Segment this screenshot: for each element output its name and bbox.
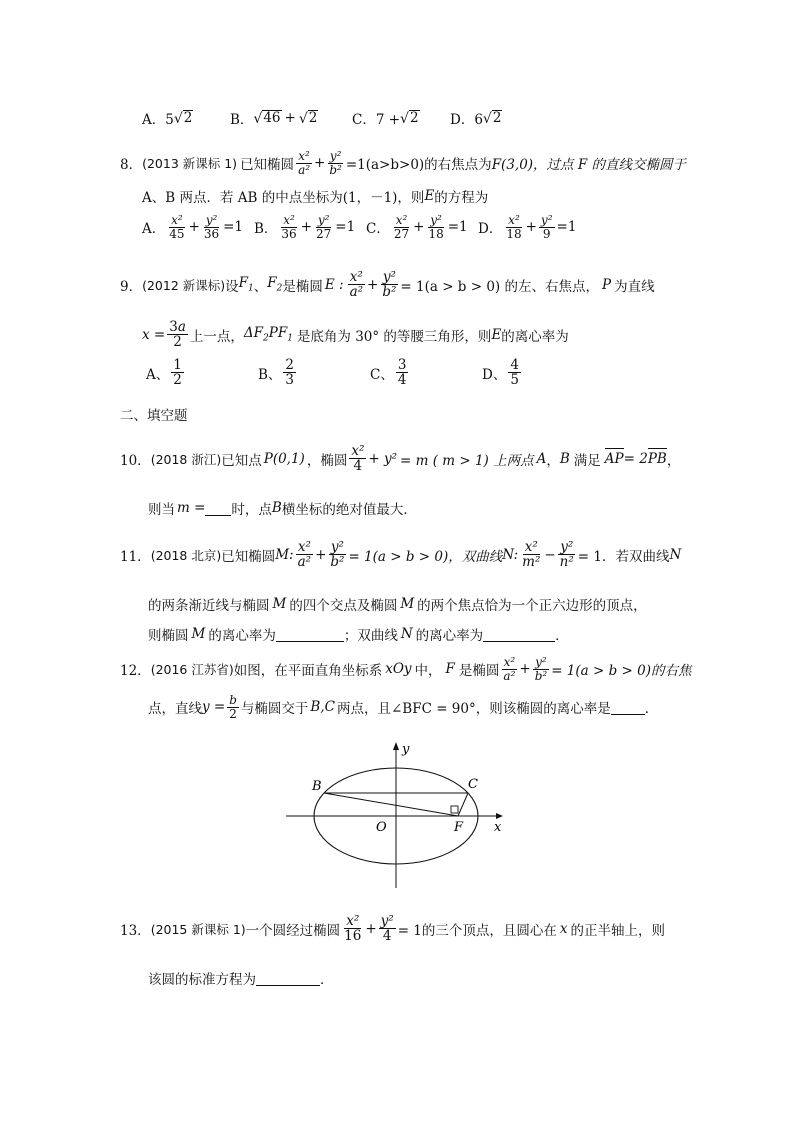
q9-line2: [142, 320, 569, 349]
q9-option: [258, 358, 370, 387]
denominator: 45: [169, 226, 185, 241]
m-symbol: M: [272, 596, 287, 612]
q11-text-line3b: 的离心率为: [208, 628, 276, 644]
denominator: 3: [285, 372, 295, 389]
numerator: 4: [510, 357, 519, 373]
q11-text2: = 1(a > b > 0)，双曲线: [348, 548, 503, 565]
q9-option: [146, 358, 258, 387]
vector-pb: PB: [647, 450, 667, 467]
option-label: A、: [146, 366, 170, 383]
question-source: (2018 浙江): [150, 451, 222, 467]
question-source: (2012 新课标): [142, 277, 226, 293]
equals-one: =1: [447, 219, 468, 236]
vector-eq: = 2: [623, 450, 648, 467]
option-label: B．: [254, 221, 278, 238]
label-y: y: [402, 742, 410, 757]
q10-line1: [120, 444, 680, 473]
q11-line2: [148, 594, 647, 614]
q8-option: A． $\frac{\text{x²}}{45}$ + $\frac{\text{y²}}{36}$ =1: [142, 213, 244, 241]
equals-one: =1: [223, 219, 244, 236]
q11-text-line3c: ；双曲线: [343, 628, 398, 644]
q9-text-line2c: 的离心率为: [501, 328, 569, 345]
p-symbol: P: [602, 276, 612, 293]
numerator: y²: [540, 213, 553, 227]
q7-c-radicand: 2: [409, 110, 419, 127]
q9-text-line2b: 是底角为 30° 的等腰三角形，则: [296, 328, 492, 345]
q7-option-b: [230, 108, 352, 128]
fraction: [504, 214, 523, 240]
q8-option: C． $\frac{\text{x²}}{27}$ + $\frac{\text{y²}}{18}$ =1: [366, 213, 468, 241]
sqrt-symbol: √ 2: [298, 110, 318, 127]
q13-text2: = 1的三个顶点，且圆心在: [397, 922, 557, 939]
q11-line1: 11． (2018 北京) 已知椭圆 M: $\frac{\text{x²}}{\text{a²}}$ + $\frac{\text{y²}}{\text{b²}}$ = 1(a > b > 0)，双曲线 N: $\frac{\text{x²}}{\text{m²}}$ − $\frac{\text{y²}}{\text{n²}}$ = 1．若双曲线 N: [120, 539, 682, 571]
f1-symbol: $F_1$: [238, 275, 254, 295]
answer-blank[interactable]: [256, 971, 320, 986]
denominator: 9: [542, 226, 551, 241]
q13-line2: [148, 968, 334, 988]
q8-line1: 8． (2013 新课标 1) 已知椭圆 $\frac{\text{x²}}{\text{a²}}$ + $\frac{\text{y²}}{\text{b²}}$ =1(a>b>0)的右焦点为 F(3,0)，过点 F 的直线交椭圆于: [120, 149, 687, 177]
m-symbol: M: [400, 596, 415, 612]
fraction: $\frac{3a}{2}$: [169, 319, 186, 351]
q7-c-label: C．7 +: [352, 112, 401, 128]
fraction: $\frac{\text{x²}}{\text{a²}}$: [297, 539, 312, 571]
q9-option: [370, 358, 482, 387]
answer-blank[interactable]: [205, 501, 231, 516]
denominator: 18: [506, 226, 522, 241]
denominator: 18: [428, 226, 444, 241]
q12-text: 如图，在平面直角坐标系: [233, 663, 383, 680]
q10-text4: ，: [546, 452, 560, 469]
fraction: $\frac{\text{y²}}{\text{b²}}$: [382, 269, 397, 301]
denominator: 4: [397, 372, 407, 389]
fraction: [426, 214, 445, 240]
q7-d-label: D．6: [450, 112, 483, 128]
q10-text5: 满足: [573, 452, 601, 469]
q10-text-line2c: 时，点: [231, 502, 272, 518]
label-o: O: [376, 820, 387, 835]
q9-line1: 9． (2012 新课标) 设 $F_1$ 、 $F_2$ 是椭圆 E : $\frac{\text{x²}}{\text{a²}}$ + $\frac{\text{y²}}{\text{b²}}$ = 1(a > b > 0) 的左、右焦点， P 为直线: [120, 269, 655, 301]
q9-option: [482, 358, 523, 387]
q9-sep: 、: [253, 278, 268, 295]
denominator: 27: [316, 226, 332, 241]
bc-symbol: B,C: [310, 699, 335, 716]
q11-text-line3d: 的离心率为: [415, 628, 484, 644]
n-symbol: N: [669, 546, 682, 563]
numerator: x²: [283, 213, 295, 227]
question-source: (2018 北京): [150, 547, 222, 563]
q8-text2: A、B 两点．若 AB 的中点坐标为(1，－1)，则: [142, 190, 425, 206]
y-square: + y²: [368, 450, 398, 467]
q8-focus: F(3,0)，过点 F 的直线交椭圆于: [491, 157, 687, 174]
numerator: y²: [430, 213, 442, 227]
point-p: P(0,1): [263, 450, 305, 467]
q11-text-line2c: 的两个焦点恰为一个正六边形的顶点，: [417, 598, 647, 614]
equals-one: =1: [556, 219, 577, 236]
question-number: 10．: [120, 452, 151, 469]
denominator: 27: [393, 226, 410, 241]
denominator: 5: [510, 372, 519, 389]
fraction: [392, 214, 411, 240]
n-symbol: N: [400, 626, 413, 642]
q10-line2: [148, 498, 417, 518]
fraction: $\frac{\text{x²}}{\text{a²}}$: [349, 269, 364, 301]
numerator: 1: [173, 357, 182, 373]
x-symbol: x: [559, 920, 568, 937]
q11-text-line3a: 则椭圆: [148, 628, 189, 644]
b-symbol: B: [271, 500, 282, 516]
numerator: 2: [285, 357, 295, 373]
sqrt-symbol: √ 2: [400, 110, 419, 127]
ellipse-figure: [284, 738, 508, 890]
q10-text2: ，椭圆: [306, 452, 348, 469]
fraction: [202, 214, 221, 240]
fraction: [283, 358, 296, 387]
m-symbol: M: [191, 626, 206, 642]
fraction: $\frac{\text{y²}}{\text{b²}}$: [330, 539, 345, 571]
q7-b-label: B．: [230, 112, 254, 128]
q9-text: 设: [225, 278, 239, 295]
q11-text-line2: 的两条渐近线与椭圆: [148, 598, 270, 614]
q12-text4: = 1(a > b > 0)的右焦: [551, 663, 692, 680]
f-symbol: F: [445, 661, 455, 678]
x-axis-arrow: [496, 813, 503, 819]
numerator: y²: [317, 213, 330, 227]
question-number: 8．: [120, 157, 143, 174]
q12-text-line2c: 两点，且∠BFC = 90°，则该椭圆的离心率是: [336, 701, 611, 718]
numerator: 3: [397, 357, 407, 373]
q9-text-line2: 上一点，: [189, 328, 244, 345]
q9-text6: 为直线: [614, 278, 655, 295]
q7-options: [142, 108, 502, 128]
question-number: 11．: [120, 548, 151, 565]
q8-option: D． $\frac{\text{x²}}{18}$ + $\frac{\text{y²}}{9}$ =1: [478, 213, 577, 241]
q12-text-line2d: ．: [644, 701, 659, 718]
comma: ，: [666, 452, 681, 469]
b-symbol: B: [559, 450, 570, 467]
fraction: $\frac{\text{x²}}{16}$: [344, 913, 362, 945]
numerator: x²: [171, 213, 183, 227]
answer-blank[interactable]: [611, 700, 645, 715]
denominator: 2: [173, 372, 182, 389]
fraction: [171, 358, 184, 387]
answer-blank[interactable]: [483, 627, 555, 642]
q11-text3: = 1．若双曲线: [577, 548, 670, 565]
q8-text: 已知椭圆: [240, 157, 295, 174]
e-symbol: E :: [324, 276, 344, 293]
q10-text3: = m ( m > 1) 上两点: [400, 452, 534, 469]
y-axis-arrow: [393, 742, 399, 750]
question-number: 13．: [120, 922, 151, 939]
q11-text-line3e: ．: [555, 628, 569, 644]
label-c: C: [468, 777, 478, 792]
q9-text4: = 1(a > b > 0) 的左、右焦点，: [400, 278, 599, 295]
m-symbol: M:: [275, 546, 294, 563]
sqrt-symbol: √ 46: [253, 110, 281, 127]
right-angle-mark: [451, 806, 458, 813]
q12-text-line2a: 点，直线: [148, 701, 202, 718]
q8-ellipse-name: E: [424, 188, 435, 204]
fraction: $\frac{\text{x²}}{\text{a²}}$: [298, 149, 311, 177]
option-label: B、: [258, 366, 282, 383]
option-label: A．: [142, 221, 166, 238]
q7-b-plus: +: [284, 110, 296, 126]
fraction: $\frac{\text{y²}}{\text{b²}}$: [534, 655, 548, 683]
m-symbol: m =: [177, 500, 206, 516]
label-f: F: [454, 820, 464, 835]
fraction: [279, 214, 298, 240]
numerator: x²: [395, 213, 408, 227]
section-title: 二、填空题: [120, 408, 188, 424]
line-bf: [324, 793, 458, 816]
xoy-symbol: xOy: [385, 661, 412, 678]
option-label: D、: [482, 366, 507, 383]
option-label: D．: [478, 221, 503, 238]
q11-text-line2b: 的四个交点及椭圆: [289, 598, 398, 614]
q7-option-d: [450, 108, 502, 128]
q12-line2: [148, 694, 658, 720]
q13-text3: 的正半轴上，则: [570, 922, 666, 939]
q7-b-radicand2: 2: [308, 110, 318, 127]
fraction: [314, 214, 333, 240]
numerator: y²: [205, 213, 218, 227]
a-symbol: A: [536, 450, 547, 467]
denominator: 36: [203, 226, 220, 241]
q10-text-line2e: 横坐标的绝对值最大．: [281, 502, 417, 518]
q9-options: [146, 358, 523, 387]
section-heading: [120, 404, 188, 424]
q12-text-line2b: 与椭圆交于: [240, 701, 309, 718]
numerator: x²: [508, 213, 520, 227]
fraction: $\frac{\text{x²}}{\text{a²}}$: [503, 655, 516, 683]
q12-text2: 中，: [414, 663, 442, 680]
q8-line2: [142, 186, 488, 206]
sqrt-symbol: √ 2: [173, 110, 193, 127]
q7-a-label: A．5: [142, 112, 174, 128]
q12-line1: 12． (2016 江苏省) 如图，在平面直角坐标系 xOy 中， F 是椭圆 $\frac{\text{x²}}{\text{a²}}$ + $\frac{\text{y²}}{\text{b²}}$ = 1(a > b > 0)的右焦: [120, 655, 692, 683]
fraction: $\frac{\text{x²}}{\text{m²}}$: [522, 539, 541, 571]
fraction: $\frac{\text{y²}}{\text{n²}}$: [559, 539, 574, 571]
option-label: C、: [370, 366, 394, 383]
q8-option: B． $\frac{\text{x²}}{36}$ + $\frac{\text{y²}}{27}$ =1: [254, 213, 356, 241]
fraction: $\frac{\text{x²}}{4}$: [351, 443, 365, 475]
label-x: x: [494, 820, 502, 835]
fraction: $\frac{b}{2}$: [229, 693, 237, 721]
q10-text-line2a: 则当: [148, 502, 175, 518]
question-number: 12．: [120, 663, 151, 680]
q13-text-line2e: ．: [320, 972, 334, 988]
label-b: B: [312, 779, 322, 794]
fraction: $\frac{\text{y²}}{\text{b²}}$: [329, 149, 342, 177]
q11-text: 已知椭圆: [221, 548, 276, 565]
q8-condition: =1(a>b>0)的右焦点为: [345, 157, 492, 174]
fraction: [396, 358, 409, 387]
line-cf: [458, 793, 468, 816]
denominator: 36: [281, 226, 297, 241]
y-eq: y =: [202, 699, 226, 716]
fraction: [539, 214, 555, 240]
q8-text3: 的方程为: [434, 190, 489, 206]
question-source: (2016 江苏省): [150, 662, 234, 678]
q7-d-radicand: 2: [492, 110, 502, 127]
equals-one: =1: [335, 219, 356, 236]
triangle-symbol: $\Delta F_2PF_1$: [243, 325, 293, 345]
question-number: 9．: [120, 278, 143, 295]
q12-text3: 是椭圆: [458, 663, 500, 680]
q13-text: 一个圆经过椭圆: [245, 922, 341, 939]
answer-blank[interactable]: [276, 627, 344, 642]
q13-line1: 13． (2015 新课标 1) 一个圆经过椭圆 $\frac{\text{x²}}{16}$ + $\frac{\text{y²}}{4}$ = 1的三个顶点，且圆心在 x 的正半轴上，则: [120, 913, 666, 945]
e-symbol: E: [491, 326, 502, 343]
fraction: [508, 358, 521, 387]
question-source: (2015 新课标 1): [150, 921, 246, 937]
fraction: [167, 214, 186, 240]
sqrt-symbol: √ 2: [482, 110, 502, 127]
n-symbol: N:: [502, 546, 519, 563]
q8-options: [142, 214, 576, 240]
f2-symbol: $F_2$: [267, 275, 283, 295]
q7-b-radicand1: 46: [263, 110, 281, 127]
q7-a-radicand: 2: [183, 110, 193, 127]
x-eq: x =: [142, 326, 166, 343]
q13-text-line2: 该圆的标准方程为: [148, 972, 256, 988]
q11-line3: [148, 624, 569, 644]
q7-option-a: [142, 108, 230, 128]
q10-text: 已知点: [221, 452, 262, 469]
option-label: C．: [366, 221, 390, 238]
q9-text3: 是椭圆: [282, 278, 323, 295]
question-source: (2013 新课标 1): [142, 156, 238, 172]
vector-ap: AP: [604, 450, 624, 467]
q7-option-c: [352, 108, 450, 128]
fraction: $\frac{\text{y²}}{4}$: [380, 913, 394, 945]
